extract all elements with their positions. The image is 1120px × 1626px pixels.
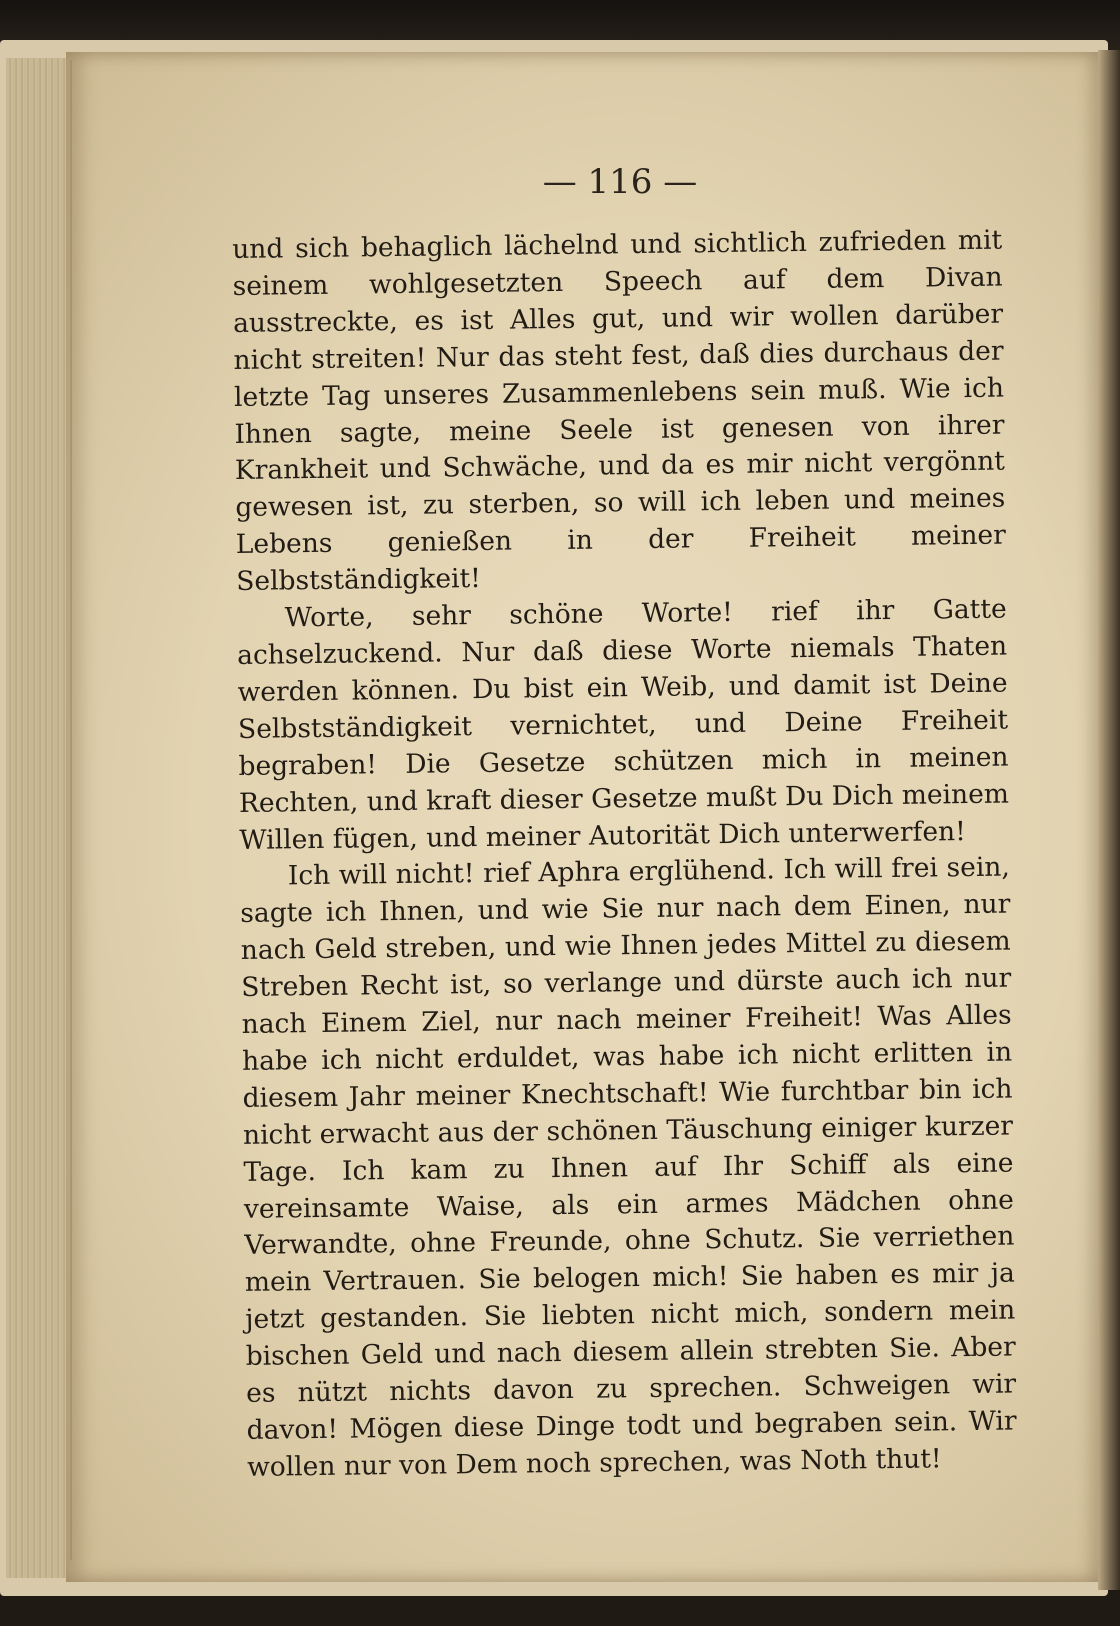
book-right-edge xyxy=(1098,50,1120,1590)
paragraph: Ich will nicht! rief Aphra erglühend. Ich will frei sein, sagte ich Ihnen, und wie Sie nur nach dem Einen, nur nach Geld streben, und wie Ihnen jedes Mittel zu diesem Streben Recht ist, so verlange und dürste auch ich nur nach Einem Ziel, nur nach meiner Freiheit! Was Alles habe ich nicht erduldet, was habe ich nicht erlitten in diesem Jahr meiner Knechtschaft! Wie furchtbar bin ich nicht erwacht aus der schönen Täuschung einiger kurzer Tage. Ich kam zu Ihnen auf Ihr Schiff als eine vereinsamte Waise, als ein armes Mädchen ohne Verwandte, ohne Freunde, ohne Schutz. Sie verriethen mein Vertrauen. Sie belogen mich! Sie haben es mir ja jetzt gestanden. Sie liebten nicht mich, sondern mein bischen Geld und nach diesem allein strebten Sie. Aber es nützt nichts davon zu sprechen. Schweigen wir davon! Mögen diese Dinge todt und begraben sein. Wir wollen nur von Dem noch sprechen, was Noth thut! xyxy=(240,851,1017,1483)
paragraph: und sich behaglich lächelnd und sichtlich zufrieden mit seinem wohlgesetzten Speech auf dem Divan ausstreckte, es ist Alles gut, und wir wollen darüber nicht streiten! Nur das steht fest, daß dies durchaus der letzte Tag unseres Zusammenlebens sein muß. Wie ich Ihnen sagte, meine Seele ist genesen von ihrer Krankheit und Schwäche, und da es mir nicht vergönnt gewesen ist, zu sterben, so will ich leben und meines Lebens genießen in der Freiheit meiner Selbstständigkeit! xyxy=(232,224,1006,598)
paragraph: Worte, sehr schöne Worte! rief ihr Gatte achselzuckend. Nur daß diese Worte niemals Thaten werden können. Du bist ein Weib, und damit ist Deine Selbstständigkeit vernichtet, und Deine Freiheit begraben! Die Gesetze schützen mich in meinen Rechten, und kraft dieser Gesetze mußt Du Dich meinem Willen fügen, und meiner Autorität Dich unterwerfen! xyxy=(236,593,1010,856)
page-number: — 116 — xyxy=(542,162,698,202)
body-text xyxy=(232,223,1017,1487)
gutter-line xyxy=(70,60,72,1560)
